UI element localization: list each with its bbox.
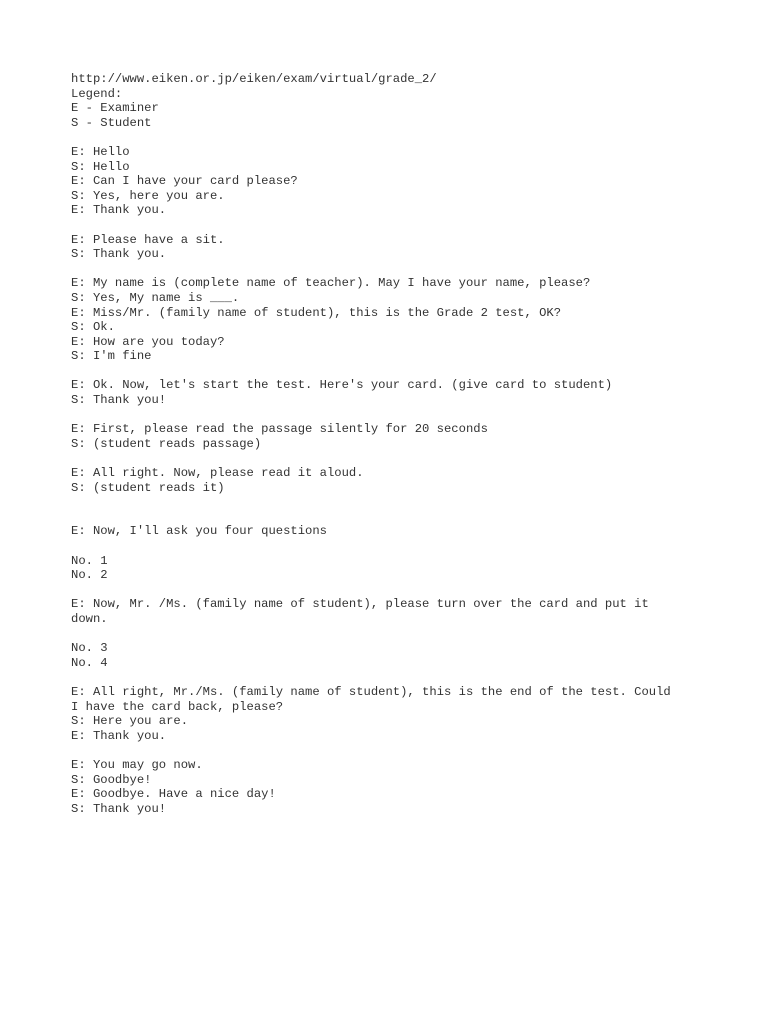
question-number: No. 3 xyxy=(71,641,108,656)
dialogue-line: S: I'm fine xyxy=(71,349,152,364)
dialogue-line: E: Miss/Mr. (family name of student), this is the Grade 2 test, OK? xyxy=(71,305,562,320)
dialogue-line: I have the card back, please? xyxy=(71,699,284,714)
section-questions-intro xyxy=(71,524,711,539)
dialogue-line: S: Thank you! xyxy=(71,801,167,816)
dialogue-line: down. xyxy=(71,611,108,626)
section-questions-3-4 xyxy=(71,641,711,670)
section-turn-card xyxy=(71,597,711,626)
dialogue-line: E: All right. Now, please read it aloud. xyxy=(71,466,364,481)
dialogue-line: S: Thank you! xyxy=(71,393,167,408)
spacer xyxy=(71,627,711,642)
spacer xyxy=(71,539,711,554)
dialogue-line: E: Ok. Now, let's start the test. Here's your card. (give card to student) xyxy=(71,378,613,393)
dialogue-line: S: Yes, here you are. xyxy=(71,188,225,203)
dialogue-line: S: Here you are. xyxy=(71,714,189,729)
section-introduction xyxy=(71,276,711,364)
spacer xyxy=(71,218,711,233)
dialogue-line: E: My name is (complete name of teacher). May I have your name, please? xyxy=(71,276,591,291)
question-number: No. 2 xyxy=(71,568,108,583)
dialogue-line: E: First, please read the passage silently for 20 seconds xyxy=(71,422,488,437)
spacer xyxy=(71,583,711,598)
section-silent-reading xyxy=(71,422,711,451)
spacer xyxy=(71,670,711,685)
dialogue-line: S: Goodbye! xyxy=(71,772,152,787)
dialogue-line: S: Ok. xyxy=(71,320,115,335)
dialogue-line: E: Can I have your card please? xyxy=(71,174,298,189)
dialogue-line: E: Goodbye. Have a nice day! xyxy=(71,787,276,802)
dialogue-line: E: Thank you. xyxy=(71,203,167,218)
dialogue-line: E: Hello xyxy=(71,144,130,159)
dialogue-line: S: Thank you. xyxy=(71,247,167,262)
section-seat xyxy=(71,233,711,262)
dialogue-line: E: You may go now. xyxy=(71,757,203,772)
legend-student: S - Student xyxy=(71,115,152,130)
dialogue-line: E: All right, Mr./Ms. (family name of student), this is the end of the test. Could xyxy=(71,684,671,699)
question-number: No. 1 xyxy=(71,553,108,568)
dialogue-line: E: Please have a sit. xyxy=(71,232,225,247)
dialogue-line: E: Now, I'll ask you four questions xyxy=(71,524,327,539)
source-url: http://www.eiken.or.jp/eiken/exam/virtual/grade_2/ xyxy=(71,72,437,86)
section-goodbye xyxy=(71,758,711,816)
dialogue-line: E: How are you today? xyxy=(71,334,225,349)
dialogue-line: S: Hello xyxy=(71,159,130,174)
document-page xyxy=(71,72,711,816)
spacer xyxy=(71,408,711,423)
question-number: No. 4 xyxy=(71,655,108,670)
legend-title: Legend: xyxy=(71,86,123,101)
spacer xyxy=(71,364,711,379)
dialogue-line: S: (student reads it) xyxy=(71,480,225,495)
section-greeting xyxy=(71,145,711,218)
spacer xyxy=(71,451,711,466)
section-end-test xyxy=(71,685,711,743)
section-read-aloud xyxy=(71,466,711,495)
legend-examiner: E - Examiner xyxy=(71,101,159,116)
spacer xyxy=(71,495,711,524)
section-questions-1-2 xyxy=(71,554,711,583)
dialogue-line: E: Now, Mr. /Ms. (family name of student), please turn over the card and put it xyxy=(71,597,649,612)
spacer xyxy=(71,743,711,758)
section-start-test xyxy=(71,378,711,407)
dialogue-line: S: Yes, My name is ___. xyxy=(71,290,240,305)
spacer xyxy=(71,262,711,277)
dialogue-line: S: (student reads passage) xyxy=(71,436,262,451)
spacer xyxy=(71,130,711,145)
dialogue-line: E: Thank you. xyxy=(71,728,167,743)
